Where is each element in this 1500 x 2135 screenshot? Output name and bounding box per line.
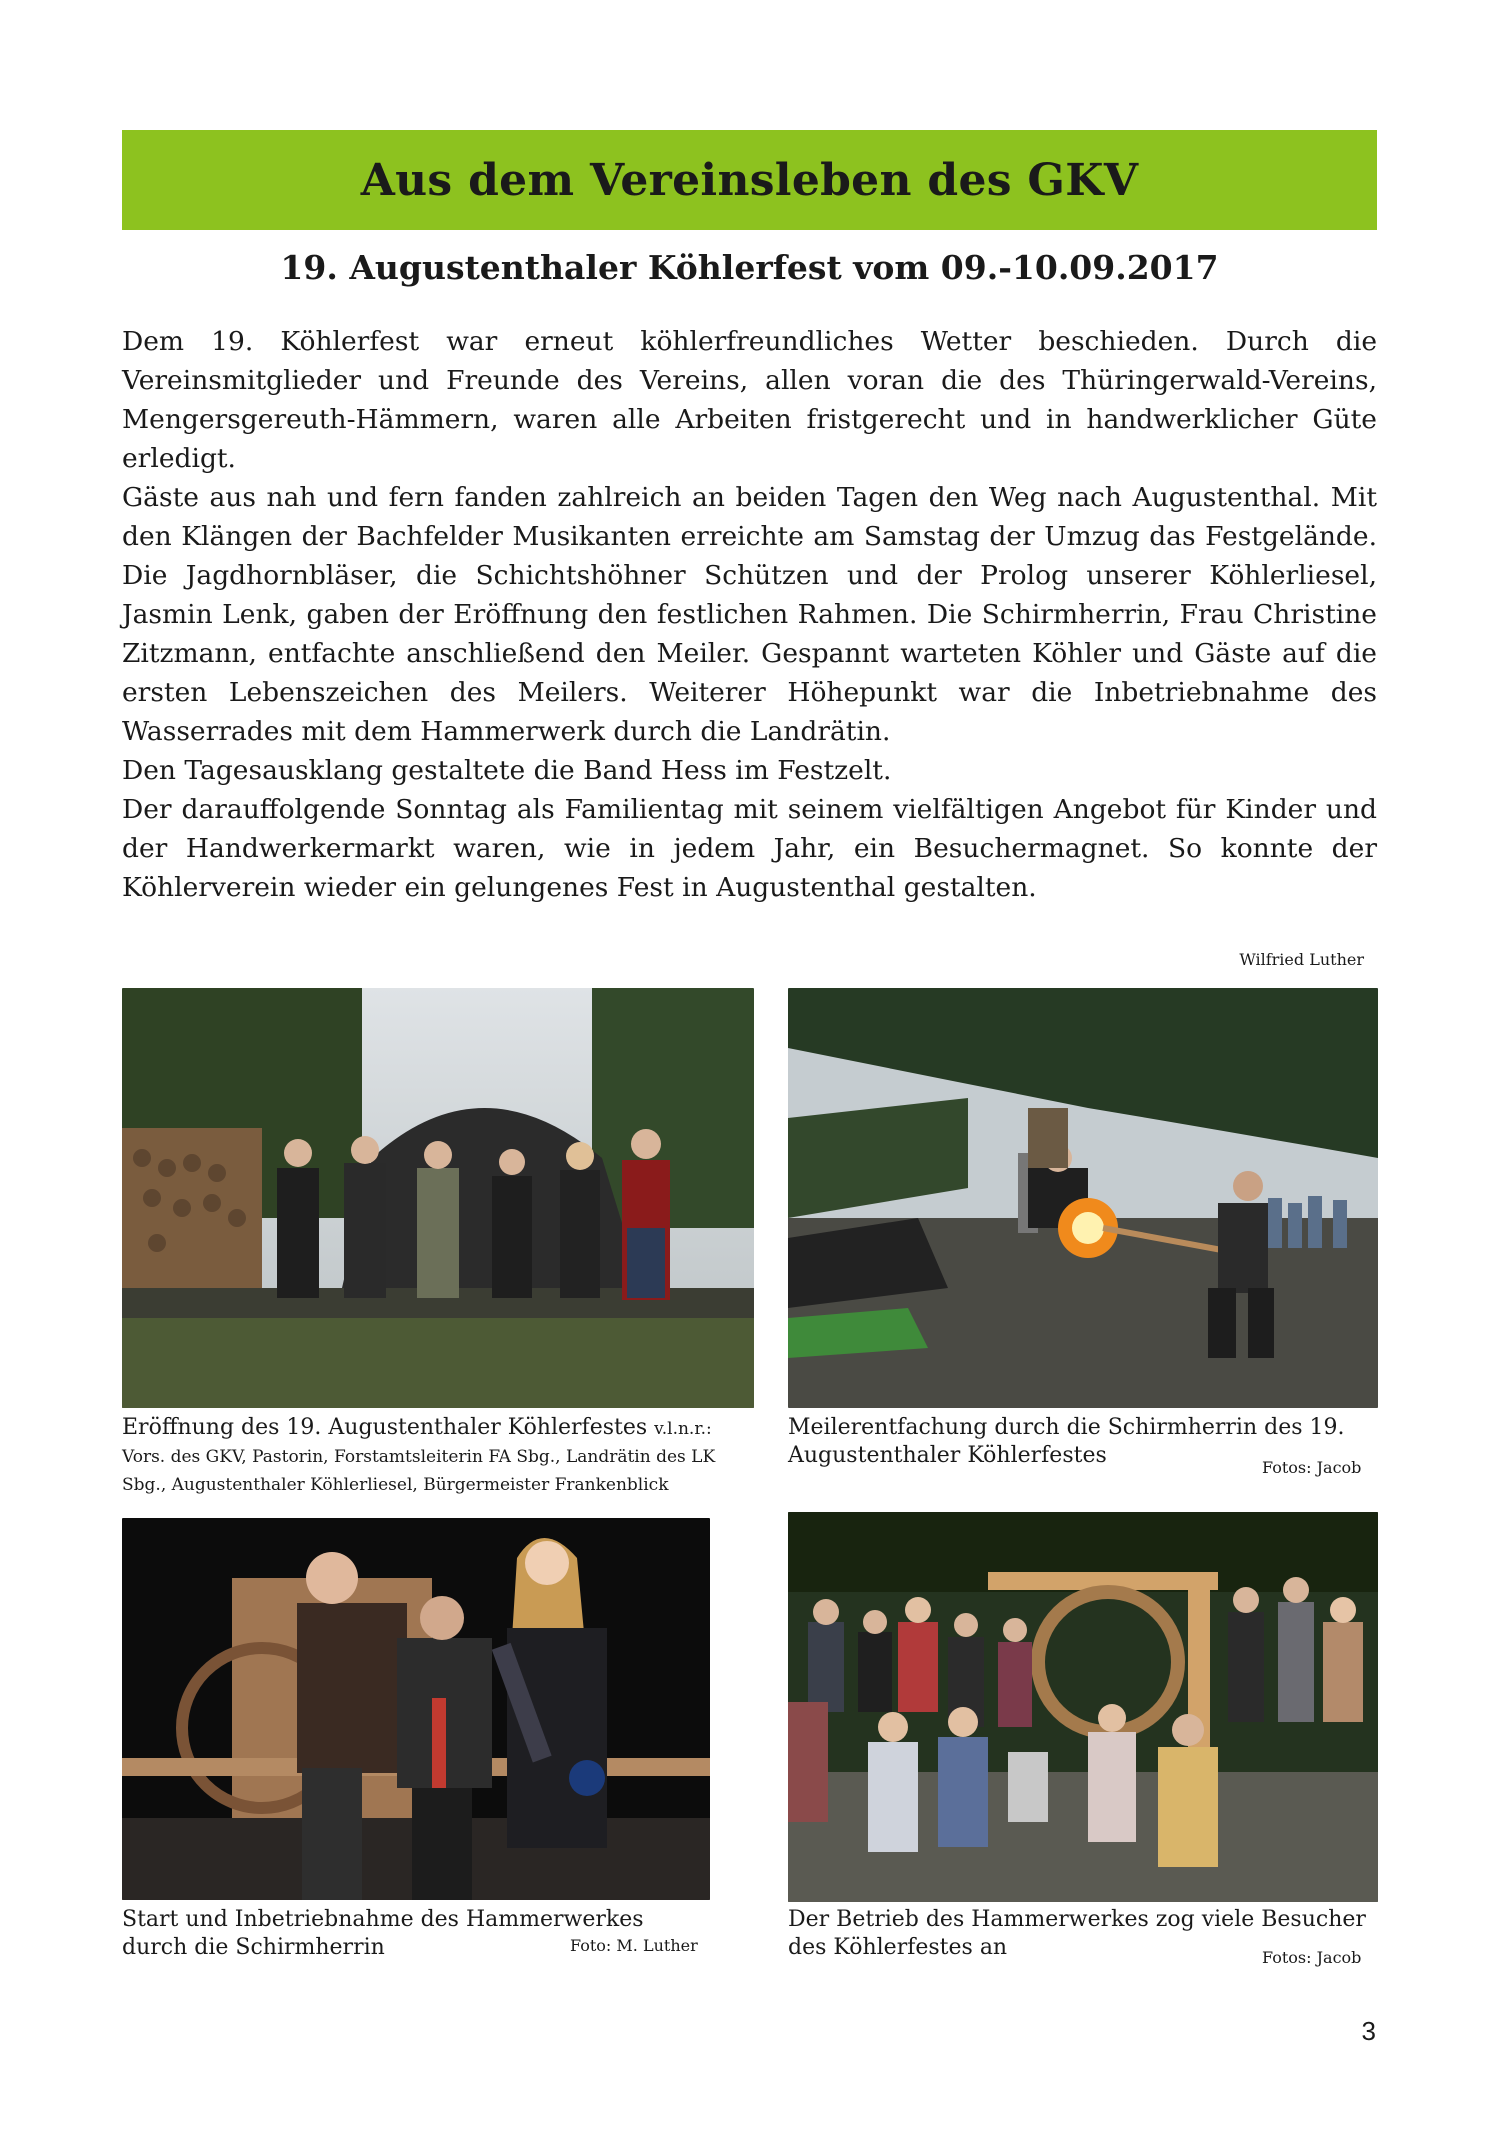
- photo-credit: Foto: M. Luther: [570, 1936, 698, 1955]
- photo-credit: Fotos: Jacob: [1262, 1458, 1362, 1477]
- photo-hammer-mill-visitors: [788, 1512, 1378, 1902]
- photo-caption-main: Start und Inbetriebnahme des Hammerwerkes durch die Schirmherrin: [122, 1907, 644, 1960]
- photo-hammer-mill-start: [122, 1518, 710, 1900]
- paragraph: Der darauffolgende Sonntag als Familientag mit seinem vielfältigen Angebot für Kinder und der Handwerkermarkt waren, wie in jedem Jahr, ein Besuchermagnet. So konnte der Köhlerverein wieder ein gelungenes Fest in Augustenthal gestalten.: [122, 794, 1377, 903]
- photo-caption-main: Eröffnung des 19. Augustenthaler Köhlerfestes: [122, 1415, 648, 1440]
- section-banner: [122, 130, 1377, 230]
- photo-caption-detail: Vors. des GKV, Pastorin, Forstamtsleiterin FA Sbg., Landrätin des LK Sbg., Augustenthaler Köhlerliesel, Bürgermeister Frankenblick: [122, 1447, 716, 1495]
- photo-caption-main: Meilerentfachung durch die Schirmherrin des 19. Augustenthaler Köhlerfestes: [788, 1415, 1345, 1468]
- paragraph: Gäste aus nah und fern fanden zahlreich an beiden Tagen den Weg nach Augustenthal. Mit den Klängen der Bachfelder Musikanten erreichte am Samstag der Umzug das Festgelände. Die Jagdhornbläser, die Schichtshöhner Schützen und der Prolog unserer Köhlerliesel, Jasmin Lenk, gaben der Eröffnung den festlichen Rahmen. Die Schirmherrin, Frau Christine Zitzmann, entfachte anschließend den Meiler. Gespannt warteten Köhler und Gäste auf die ersten Lebenszeichen des Meilers. Weiterer Höhepunkt war die Inbetriebnahme des Wasserrades mit dem Hammerwerk durch die Landrätin.: [122, 482, 1377, 747]
- article-author: Wilfried Luther: [1239, 950, 1364, 969]
- article-body: [122, 322, 1377, 907]
- photo-caption-main: Der Betrieb des Hammerwerkes zog viele Besucher des Köhlerfestes an: [788, 1907, 1366, 1960]
- photo-credit: Fotos: Jacob: [1262, 1948, 1362, 1967]
- photo-caption-lead: v.l.n.r.:: [654, 1419, 712, 1439]
- photo-caption: [122, 1414, 754, 1498]
- paragraph: Den Tagesausklang gestaltete die Band Hess im Festzelt.: [122, 755, 892, 786]
- section-title: Aus dem Vereinsleben des GKV: [360, 154, 1139, 206]
- photo-opening-ceremony: [122, 988, 754, 1408]
- paragraph: Dem 19. Köhlerfest war erneut köhlerfreundliches Wetter beschieden. Durch die Vereinsmitglieder und Freunde des Vereins, allen voran die des Thüringerwald-Vereins, Mengersgereuth-Hämmern, waren alle Arbeiten fristgerecht und in handwerklicher Güte erledigt.: [122, 326, 1377, 474]
- photo-pile-ignition: [788, 988, 1378, 1408]
- article-subtitle: 19. Augustenthaler Köhlerfest vom 09.-10.09.2017: [280, 248, 1219, 287]
- page-number: 3: [1361, 2016, 1376, 2046]
